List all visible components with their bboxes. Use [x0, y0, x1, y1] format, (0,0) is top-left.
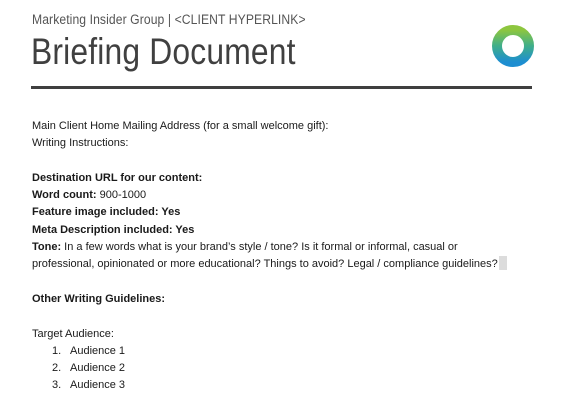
writing-instructions-line: Writing Instructions:	[32, 137, 129, 150]
header-divider	[31, 86, 532, 89]
target-audience-line: Target Audience:	[32, 327, 114, 340]
blank-line	[32, 274, 552, 291]
destination-url-line: Destination URL for our content:	[32, 171, 203, 184]
audience-number: 2.	[52, 362, 62, 375]
tone-text-line2: professional, opinionated or more educational? Things to avoid? Legal / compliance guidelines?	[32, 258, 498, 271]
tone-text-line1: In a few words what is your brand’s style / tone? Is it formal or informal, casual or	[61, 241, 458, 254]
blank-line	[32, 153, 552, 170]
audience-label: Audience 2	[70, 362, 126, 375]
tone-line	[32, 239, 552, 256]
header-subtitle: Marketing Insider Group | <CLIENT HYPERLINK>	[32, 12, 306, 27]
audience-item	[52, 377, 552, 394]
tone-line-continued	[32, 256, 552, 273]
audience-item	[52, 343, 552, 360]
text-cursor	[499, 256, 507, 270]
document-body	[32, 118, 552, 395]
word-count-line	[32, 187, 552, 204]
audience-label: Audience 1	[70, 344, 126, 357]
ring-logo-icon	[491, 24, 535, 68]
audience-label: Audience 3	[70, 379, 126, 392]
blank-line	[32, 308, 552, 325]
other-guidelines-heading: Other Writing Guidelines:	[32, 292, 166, 305]
word-count-value: 900-1000	[96, 189, 147, 202]
feature-image-line: Feature image included: Yes	[32, 206, 181, 219]
tone-label: Tone:	[32, 241, 62, 254]
meta-description-line: Meta Description included: Yes	[32, 223, 195, 236]
audience-number: 1.	[52, 344, 62, 357]
document-title: Briefing Document	[31, 31, 296, 72]
audience-list	[32, 343, 552, 395]
audience-item	[52, 360, 552, 377]
word-count-label: Word count:	[32, 189, 97, 202]
audience-number: 3.	[52, 379, 62, 392]
mailing-address-line: Main Client Home Mailing Address (for a small welcome gift):	[32, 120, 329, 132]
